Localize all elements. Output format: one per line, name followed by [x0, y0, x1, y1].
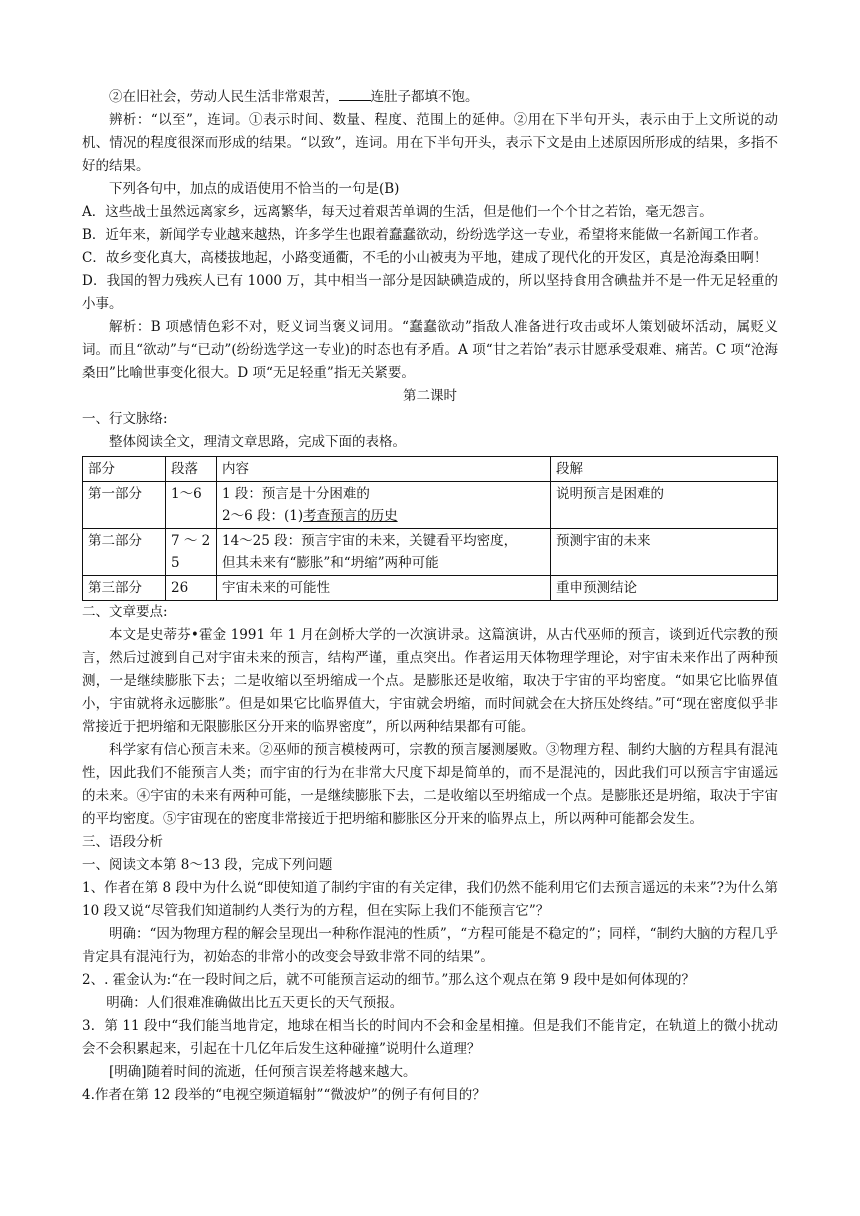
section-2-paragraph-2: 科学家有信心预言未来。②巫师的预言模棱两可，宗教的预言屡测屡败。③物理方程、制约大脑的方程具有混沌性，因此我们不能预言人类；而宇宙的行为在非常大尺度下却是简单的，而不是混沌的，因此我们可以预言宇宙遥远的未来。④宇宙的未来有两种可能，一是继续膨胀下去，二是收缩以至坍缩成一个点。是膨胀还是坍缩，取决于宇宙的平均密度。⑤宇宙现在的密度非常接近于把坍缩和膨胀区分开来的临界点上，所以两种可能都会发生。 [82, 742, 778, 827]
section-1-intro: 整体阅读全文，理清文章思路，完成下面的表格。 [109, 434, 406, 450]
table-cell: 7 ～ 25 [166, 529, 217, 576]
lesson-title: 第二课时 [403, 388, 457, 404]
answer-1: 明确：“因为物理方程的解会呈现出一种称作混沌的性质”，“方程可能是不稳定的”；同样，“制约大脑的方程几乎肯定具有混沌行为，初始态的非常小的改变会导致非常不同的结果”。 [82, 926, 779, 965]
option-a: A．这些战士虽然远离家乡，远离繁华，每天过着艰苦单调的生活，但是他们一个个甘之若饴，毫无怨言。 [82, 204, 713, 220]
section-2-title: 二、文章要点: [82, 604, 168, 620]
discrimination-note: 辨析：“以至”，连词。①表示时间、数量、程度、范围上的延伸。②用在下半句开头，表示由于上文所说的动机、情况的程度很深而形成的结果。“以致”，连词。用在下半句开头，表示下文是由上述原因所形成的结果，多指不好的结果。 [82, 112, 778, 174]
answer-2: 明确：人们很难准确做出比五天更长的天气预报。 [106, 995, 404, 1011]
table-header: 部分 [83, 457, 166, 482]
table-header-row [83, 457, 778, 482]
section-3-subtitle: 一、阅读文本第 8～13 段，完成下列问题 [82, 857, 333, 873]
table-header: 内容 [217, 457, 551, 482]
question-2: 2、. 霍金认为:“在一段时间之后，就不可能预言运动的细节。”那么这个观点在第 9 段中是如何体现的？ [82, 972, 695, 988]
table-cell: 预测宇宙的未来 [551, 529, 778, 576]
table-cell: 26 [166, 576, 217, 601]
table-cell: 说明预言是困难的 [551, 482, 778, 529]
table-header: 段解 [551, 457, 778, 482]
cell-line: 1 段：预言是十分困难的 [222, 486, 370, 502]
fill-blank [339, 86, 371, 101]
table-header: 段落 [166, 457, 217, 482]
section-3-title: 三、语段分析 [82, 834, 163, 850]
table-row [83, 576, 778, 601]
table-cell: 第二部分 [83, 529, 166, 576]
table-cell: 第一部分 [83, 482, 166, 529]
table-row [83, 482, 778, 529]
document-page [82, 86, 778, 1107]
table-cell [217, 482, 551, 529]
table-cell: 1～6 [166, 482, 217, 529]
cell-line: 2～6 段：(1)考查预言的历史 [222, 508, 398, 524]
option-c: C．故乡变化真大，高楼拔地起，小路变通衢，不毛的小山被夷为平地，建成了现代化的开发区，真是沧海桑田啊！ [82, 250, 768, 266]
underlined-answer: 考查预言的历史 [303, 508, 398, 524]
table-cell: 第三部分 [83, 576, 166, 601]
example-sentence-2: ②在旧社会，劳动人民生活非常艰苦， 连肚子都填不饱。 [82, 86, 778, 109]
analysis-paragraph: 解析：B 项感情色彩不对，贬义词当褒义词用。“蠢蠢欲动”指敌人准备进行攻击或坏人策划破坏活动，属贬义词。而且“欲动”与“已动”(纷纷选学这一专业)的时态也有矛盾。A 项“甘之若饴”表示甘愿承受艰难、痛苦。C 项“沧海桑田”比喻世事变化很大。D 项“无足轻重”指无关紧要。 [82, 319, 778, 381]
structure-table [82, 456, 778, 601]
option-d: D．我国的智力残疾人已有 1000 万，其中相当一部分是因缺碘造成的，所以坚持食用含碘盐并不是一件无足轻重的小事。 [82, 273, 778, 312]
cell-line: 但其未来有“膨胀”和“坍缩”两种可能 [222, 555, 439, 571]
cell-line: 14～25 段：预言宇宙的未来，关键看平均密度， [222, 533, 518, 549]
question-3: 3．第 11 段中“我们能当地肯定，地球在相当长的时间内不会和金星相撞。但是我们不能肯定，在轨道上的微小扰动会不会积累起来，引起在十几亿年后发生这种碰撞”说明什么道理？ [82, 1018, 778, 1057]
table-cell: 重申预测结论 [551, 576, 778, 601]
option-b: B．近年来，新闻学专业越来越热，许多学生也跟着蠢蠢欲动，纷纷选学这一专业，希望将来能做一名新闻工作者。 [82, 227, 767, 243]
section-2-paragraph-1: 本文是史蒂芬•霍金 1991 年 1 月在剑桥大学的一次演讲录。这篇演讲，从古代巫师的预言，谈到近代宗教的预言，然后过渡到自己对宇宙未来的预言，结构严谨，重点突出。作者运用天体物理学理论，对宇宙未来作出了两种预测，一是继续膨胀下去；二是收缩以至坍缩成一个点。是膨胀还是收缩，取决于宇宙的平均密度。“如果它比临界值小，宇宙就将永远膨胀”。但是如果它比临界值大，宇宙就会坍缩，而时间就会在大挤压处终结。”可“现在密度似乎非常接近于把坍缩和无限膨胀区分开来的临界密度”，所以两种结果都有可能。 [82, 627, 778, 735]
question-stem: 下列各句中，加点的成语使用不恰当的一句是(B) [109, 181, 400, 197]
answer-3: [明确]随着时间的流逝，任何预言误差将越来越大。 [109, 1064, 417, 1080]
table-row [83, 529, 778, 576]
table-cell [217, 529, 551, 576]
section-1-title: 一、行文脉络: [82, 411, 168, 427]
table-cell: 宇宙未来的可能性 [217, 576, 551, 601]
question-1: 1、作者在第 8 段中为什么说“即使知道了制约宇宙的有关定律，我们仍然不能利用它们去预言遥远的未来”?为什么第 10 段又说“尽管我们知道制约人类行为的方程，但在实际上我们不能预言它”？ [82, 880, 778, 919]
question-4: 4.作者在第 12 段举的“电视空频道辐射”“微波炉”的例子有何目的？ [82, 1087, 486, 1103]
